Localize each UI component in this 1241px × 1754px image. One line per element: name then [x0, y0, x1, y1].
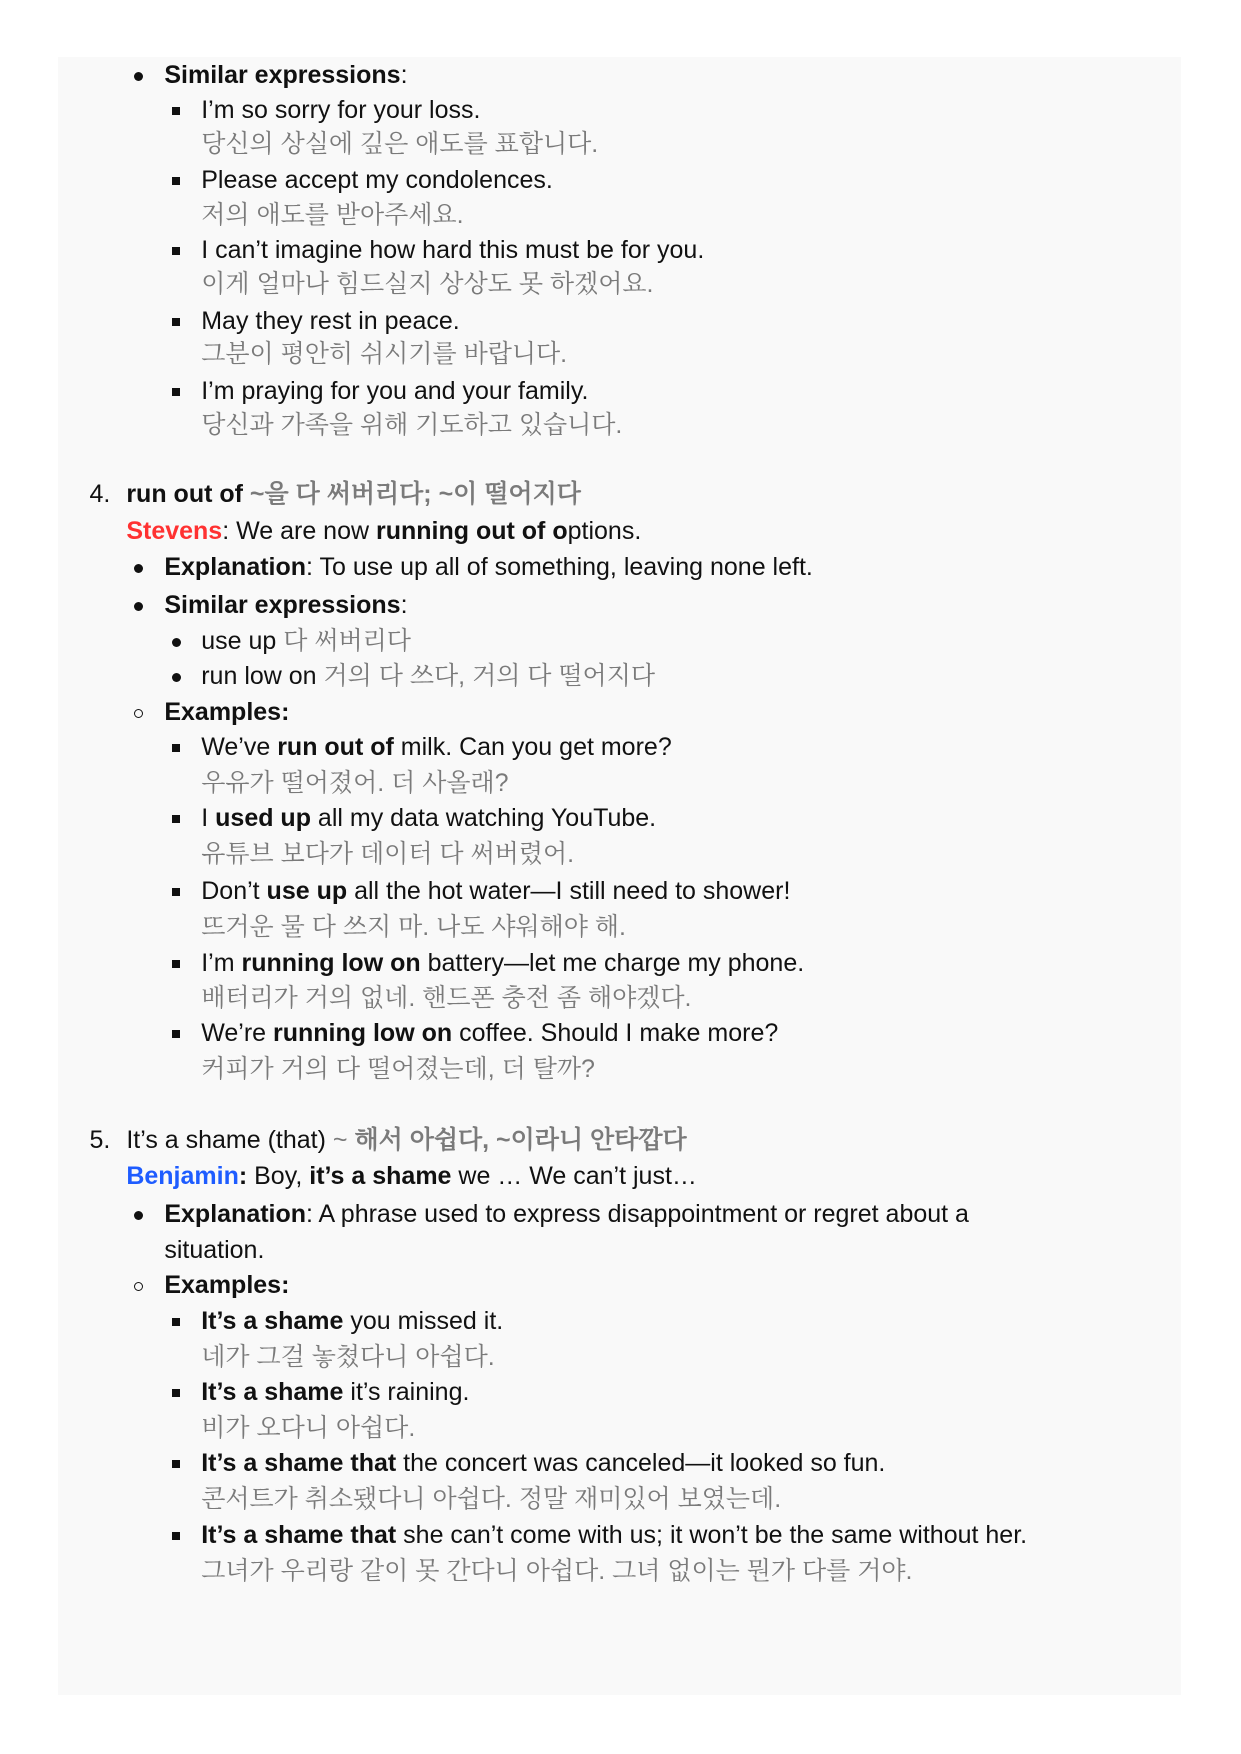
text-line [201, 1519, 1027, 1551]
bullet-square-icon [172, 888, 180, 896]
speaker-name: Benjamin [126, 1162, 239, 1191]
bullet-dot-icon [134, 564, 143, 573]
text-line [201, 1376, 469, 1408]
text-line [201, 128, 598, 160]
text-span: ptions. [567, 517, 642, 546]
bullet-square-icon [172, 1318, 180, 1326]
text-line [201, 1555, 912, 1587]
korean-translation: 저의 애도를 받아주세요. [201, 200, 464, 229]
text-span: all the hot water—I still need to shower! [347, 877, 791, 906]
bold-phrase: It’s a shame that [201, 1521, 397, 1549]
text-span: it’s raining. [343, 1377, 470, 1406]
bold-phrase: It’s a shame [201, 1307, 344, 1336]
text-line [126, 1160, 697, 1192]
bold-phrase: It’s a shame that [201, 1449, 397, 1478]
speaker-name: Stevens [126, 517, 223, 546]
text-line [201, 94, 480, 126]
korean-translation: 거의 다 쓰다, 거의 다 떨어지다 [323, 662, 656, 691]
list-number: 5. [89, 1126, 111, 1155]
text-line [201, 1341, 494, 1373]
text-line [201, 338, 567, 370]
bullet-square-icon [172, 1389, 180, 1397]
bold-phrase: run out of [126, 480, 250, 509]
bullet-square-icon [172, 177, 180, 185]
bullet-dot-icon [172, 638, 181, 647]
bold-phrase: running out of o [376, 517, 568, 546]
text-line [164, 696, 289, 728]
text-line [201, 164, 553, 196]
bold-phrase: : [238, 1162, 248, 1191]
bullet-square-icon [172, 1532, 180, 1540]
text-span: the concert was canceled—it looked so fun. [396, 1449, 886, 1478]
bold-phrase: It’s a shame [201, 1377, 344, 1406]
text-line [164, 1198, 969, 1230]
text-span: use up [201, 626, 284, 655]
text-span: we … We can’t just… [451, 1162, 697, 1191]
text-line [201, 875, 790, 907]
bullet-square-icon [172, 388, 180, 396]
korean-translation: 배터리가 거의 없네. 핸드폰 충전 좀 해야겠다. [201, 984, 692, 1013]
text-span: : A phrase used to express disappointment or regret about a [306, 1200, 969, 1229]
text-line [201, 947, 804, 979]
bullet-dot-icon [134, 72, 143, 81]
list-number: 4. [89, 480, 111, 509]
text-span: : We are now [222, 517, 376, 546]
text-span: run low on [201, 662, 324, 691]
text-line [164, 1269, 289, 1301]
text-span: I’m [201, 948, 242, 977]
bullet-square-icon [172, 318, 180, 326]
bullet-square-icon [172, 815, 180, 823]
text-span: May they rest in peace. [201, 306, 460, 335]
text-span: all my data watching YouTube. [310, 804, 657, 833]
text-line [201, 409, 622, 441]
text-line [201, 234, 704, 266]
korean-translation: 당신과 가족을 위해 기도하고 있습니다. [201, 410, 623, 439]
bold-phrase: run out of [277, 732, 394, 761]
korean-translation: 다 써버리다 [283, 626, 411, 655]
text-span: I [201, 804, 216, 833]
korean-translation: 해서 아쉽다, ~이라니 안타깝다 [354, 1126, 687, 1155]
text-line [164, 59, 407, 91]
bullet-dot-icon [134, 1211, 143, 1220]
korean-translation: ~ [332, 1126, 355, 1155]
text-span: I’m so sorry for your loss. [201, 95, 481, 124]
bullet-square-icon [172, 107, 180, 115]
bullet-square-icon [172, 1030, 180, 1038]
text-span: you missed it. [343, 1307, 504, 1336]
bold-phrase: Examples: [164, 1270, 290, 1299]
text-span: : [400, 60, 408, 89]
bold-phrase: running low on [241, 948, 421, 977]
korean-translation: 이게 얼마나 힘드실지 상상도 못 하겠어요. [201, 269, 654, 298]
bullet-circle-icon [134, 709, 143, 718]
korean-translation: 유튜브 보다가 데이터 다 써버렸어. [201, 840, 575, 869]
text-line [164, 1234, 264, 1266]
bold-phrase: Examples: [164, 698, 290, 727]
text-line [126, 1124, 686, 1156]
text-line [201, 911, 626, 943]
text-line [201, 268, 653, 300]
text-span: I can’t imagine how hard this must be for you. [201, 236, 705, 265]
bullet-dot-icon [172, 673, 181, 682]
text-span: coffee. Should I make more? [452, 1019, 779, 1048]
text-line [126, 478, 581, 510]
text-span: Please accept my condolences. [201, 165, 553, 194]
text-line [201, 199, 463, 231]
bullet-square-icon [172, 247, 180, 255]
text-line [201, 1305, 503, 1337]
bold-phrase: running low on [273, 1019, 453, 1048]
text-span: It’s a shame (that) [126, 1126, 333, 1155]
bold-phrase: Explanation [164, 552, 307, 581]
text-line [201, 1447, 885, 1479]
text-line [201, 1412, 415, 1444]
korean-translation: 커피가 거의 다 떨어졌는데, 더 탈까? [201, 1054, 595, 1083]
bold-phrase: Similar expressions [164, 590, 401, 619]
korean-translation: 비가 오다니 아쉽다. [201, 1413, 416, 1442]
korean-translation: ~을 다 써버리다; ~이 떨어지다 [249, 480, 581, 509]
text-span: : [400, 590, 408, 619]
bullet-dot-icon [134, 602, 143, 611]
text-line [126, 515, 641, 547]
text-line [164, 551, 813, 583]
bold-phrase: use up [266, 877, 348, 906]
bold-phrase: Similar expressions [164, 60, 401, 89]
korean-translation: 그녀가 우리랑 같이 못 간다니 아쉽다. 그녀 없이는 뭔가 다를 거야. [201, 1556, 913, 1585]
korean-translation: 콘서트가 취소됐다니 아쉽다. 정말 재미있어 보였는데. [201, 1485, 782, 1514]
bullet-square-icon [172, 1460, 180, 1468]
text-line [201, 305, 459, 337]
text-span: We’re [201, 1019, 274, 1048]
korean-translation: 네가 그걸 놓쳤다니 아쉽다. [201, 1343, 495, 1372]
korean-translation: 우유가 떨어졌어. 더 사올래? [201, 768, 509, 797]
text-span: milk. Can you get more? [393, 732, 672, 761]
bullet-square-icon [172, 744, 180, 752]
text-line [201, 625, 411, 657]
text-line [201, 1483, 781, 1515]
bold-phrase: it’s a shame [309, 1162, 452, 1191]
bold-phrase: Explanation [164, 1200, 307, 1229]
text-line [201, 982, 691, 1014]
text-line [201, 802, 656, 834]
text-span: Don’t [201, 877, 267, 906]
text-line [201, 838, 574, 870]
text-span: she can’t come with us; it won’t be the same without her. [396, 1521, 1028, 1549]
text-span: I’m praying for you and your family. [201, 377, 589, 406]
text-span: We’ve [201, 732, 278, 761]
text-span: : To use up all of something, leaving none left. [306, 552, 813, 581]
korean-translation: 당신의 상실에 깊은 애도를 표합니다. [201, 130, 599, 159]
bullet-square-icon [172, 960, 180, 968]
text-span: battery—let me charge my phone. [420, 948, 805, 977]
text-line [201, 375, 588, 407]
bold-phrase: used up [215, 804, 311, 833]
text-line [201, 767, 508, 799]
text-line [201, 731, 672, 763]
korean-translation: 그분이 평안히 쉬시기를 바랍니다. [201, 340, 568, 369]
korean-translation: 뜨거운 물 다 쓰지 마. 나도 샤워해야 해. [201, 912, 626, 941]
bullet-circle-icon [134, 1282, 143, 1291]
text-span: situation. [164, 1235, 265, 1264]
text-line [201, 1053, 595, 1085]
text-line [201, 1017, 778, 1049]
text-line [164, 589, 407, 621]
text-line [201, 660, 655, 692]
text-span: Boy, [247, 1162, 310, 1191]
